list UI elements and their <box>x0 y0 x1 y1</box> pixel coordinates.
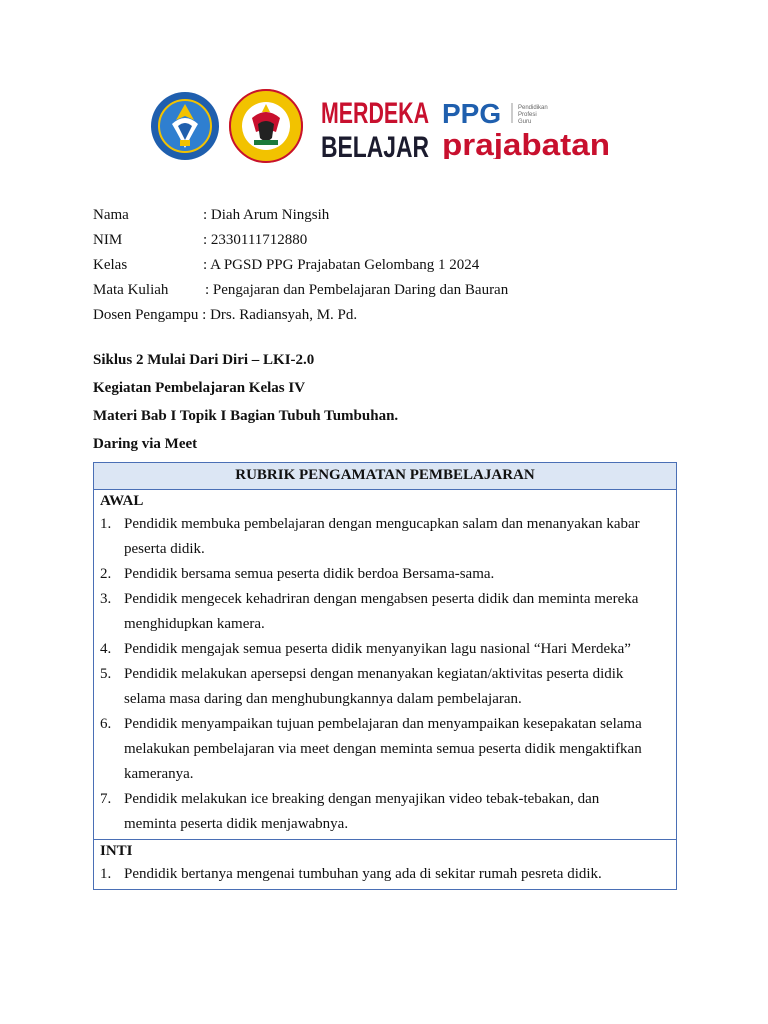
list-item-line: Pendidik menyampaikan tujuan pembelajaran dan menyampaikan kesepakatan selama <box>124 716 642 732</box>
list-item-line: menghidupkan kamera. <box>124 616 265 632</box>
list-item-line: Pendidik membuka pembelajaran dengan mengucapkan salam dan menanyakan kabar <box>124 516 640 532</box>
list-item <box>100 637 668 662</box>
list-item-number: 1. <box>100 516 112 532</box>
info-row-mata-kuliah <box>93 278 509 303</box>
list-item-line: kameranya. <box>124 766 194 782</box>
info-label: NIM <box>93 232 123 248</box>
list-item-line: melakukan pembelajaran via meet dengan meminta semua peserta didik mengaktifkan <box>124 741 642 757</box>
list-item <box>100 787 668 837</box>
info-row-dosen-pengampu <box>93 303 357 328</box>
info-row-nama <box>93 203 357 228</box>
list-item <box>100 712 668 787</box>
merdeka-belajar-logo <box>321 95 431 161</box>
info-row-nim <box>93 228 357 253</box>
ppg-sub-2: Profesi <box>518 112 537 118</box>
rubric-item-list <box>100 862 668 887</box>
info-value: : Diah Arum Ningsih <box>203 207 330 223</box>
rubric-section-title: AWAL <box>100 493 144 509</box>
info-value: : Pengajaran dan Pembelajaran Daring dan Bauran <box>205 282 509 298</box>
heading-daring: Daring via Meet <box>93 436 198 452</box>
info-value: : 2330111712880 <box>203 232 308 248</box>
info-label: Nama <box>93 207 129 223</box>
belajar-text: BELAJAR <box>321 131 430 161</box>
rubric-title: RUBRIK PENGAMATAN PEMBELAJARAN <box>94 463 676 490</box>
tut-wuri-handayani-logo <box>150 90 220 162</box>
list-item-number: 6. <box>100 716 112 732</box>
list-item-line: Pendidik mengecek kehadriran dengan mengabsen peserta didik dan meminta mereka <box>124 591 639 607</box>
list-item-line: Pendidik melakukan ice breaking dengan menyajikan video tebak-tebakan, dan <box>124 791 600 807</box>
header-logo-banner <box>145 87 624 166</box>
list-item-line: Pendidik mengajak semua peserta didik menyanyikan lagu nasional “Hari Merdeka” <box>124 641 631 657</box>
ppg-text: PPG <box>442 98 502 129</box>
list-item-line: Pendidik melakukan apersepsi dengan menanyakan kegiatan/aktivitas peserta didik <box>124 666 624 682</box>
list-item-number: 2. <box>100 566 112 582</box>
rubric-item-list <box>100 512 668 837</box>
list-item <box>100 862 668 887</box>
rubric-table <box>93 462 677 890</box>
activity-headings <box>93 346 398 458</box>
info-label: Mata Kuliah <box>93 282 169 298</box>
list-item-number: 4. <box>100 641 112 657</box>
list-item-line: Pendidik bersama semua peserta didik berdoa Bersama-sama. <box>124 566 495 582</box>
list-item-line: selama masa daring dan menghubungkannya dalam pembelajaran. <box>124 691 522 707</box>
list-item <box>100 587 668 637</box>
heading-materi: Materi Bab I Topik I Bagian Tubuh Tumbuhan. <box>93 408 399 424</box>
heading-siklus: Siklus 2 Mulai Dari Diri – LKI-2.0 <box>93 352 315 368</box>
student-info <box>93 203 509 328</box>
list-item-number: 3. <box>100 591 112 607</box>
list-item-number: 7. <box>100 791 112 807</box>
heading-kegiatan: Kegiatan Pembelajaran Kelas IV <box>93 380 306 396</box>
merdeka-text: MERDEKA <box>321 97 429 130</box>
rubric-section-title: INTI <box>100 843 133 859</box>
list-item-line: meminta peserta didik menjawabnya. <box>124 816 349 832</box>
ppg-prajabatan-logo <box>442 97 617 159</box>
prajabatan-text: prajabatan <box>442 127 610 159</box>
ppg-sub-1: Pendidikan <box>518 105 548 111</box>
info-value: : A PGSD PPG Prajabatan Gelombang 1 2024 <box>203 257 480 273</box>
list-item <box>100 512 668 562</box>
rubric-section-inti <box>94 839 676 889</box>
info-value: Dosen Pengampu : Drs. Radiansyah, M. Pd. <box>93 307 358 323</box>
list-item-line: peserta didik. <box>124 541 205 557</box>
universitas-lambung-mangkurat-logo <box>228 88 304 164</box>
list-item-number: 5. <box>100 666 112 682</box>
rubric-section-awal <box>94 490 676 839</box>
info-row-kelas <box>93 253 480 278</box>
ppg-sub-3: Guru <box>518 119 532 125</box>
list-item <box>100 662 668 712</box>
list-item-line: Pendidik bertanya mengenai tumbuhan yang ada di sekitar rumah pesreta didik. <box>124 866 602 882</box>
list-item <box>100 562 668 587</box>
info-label: Kelas <box>93 257 128 273</box>
list-item-number: 1. <box>100 866 112 882</box>
